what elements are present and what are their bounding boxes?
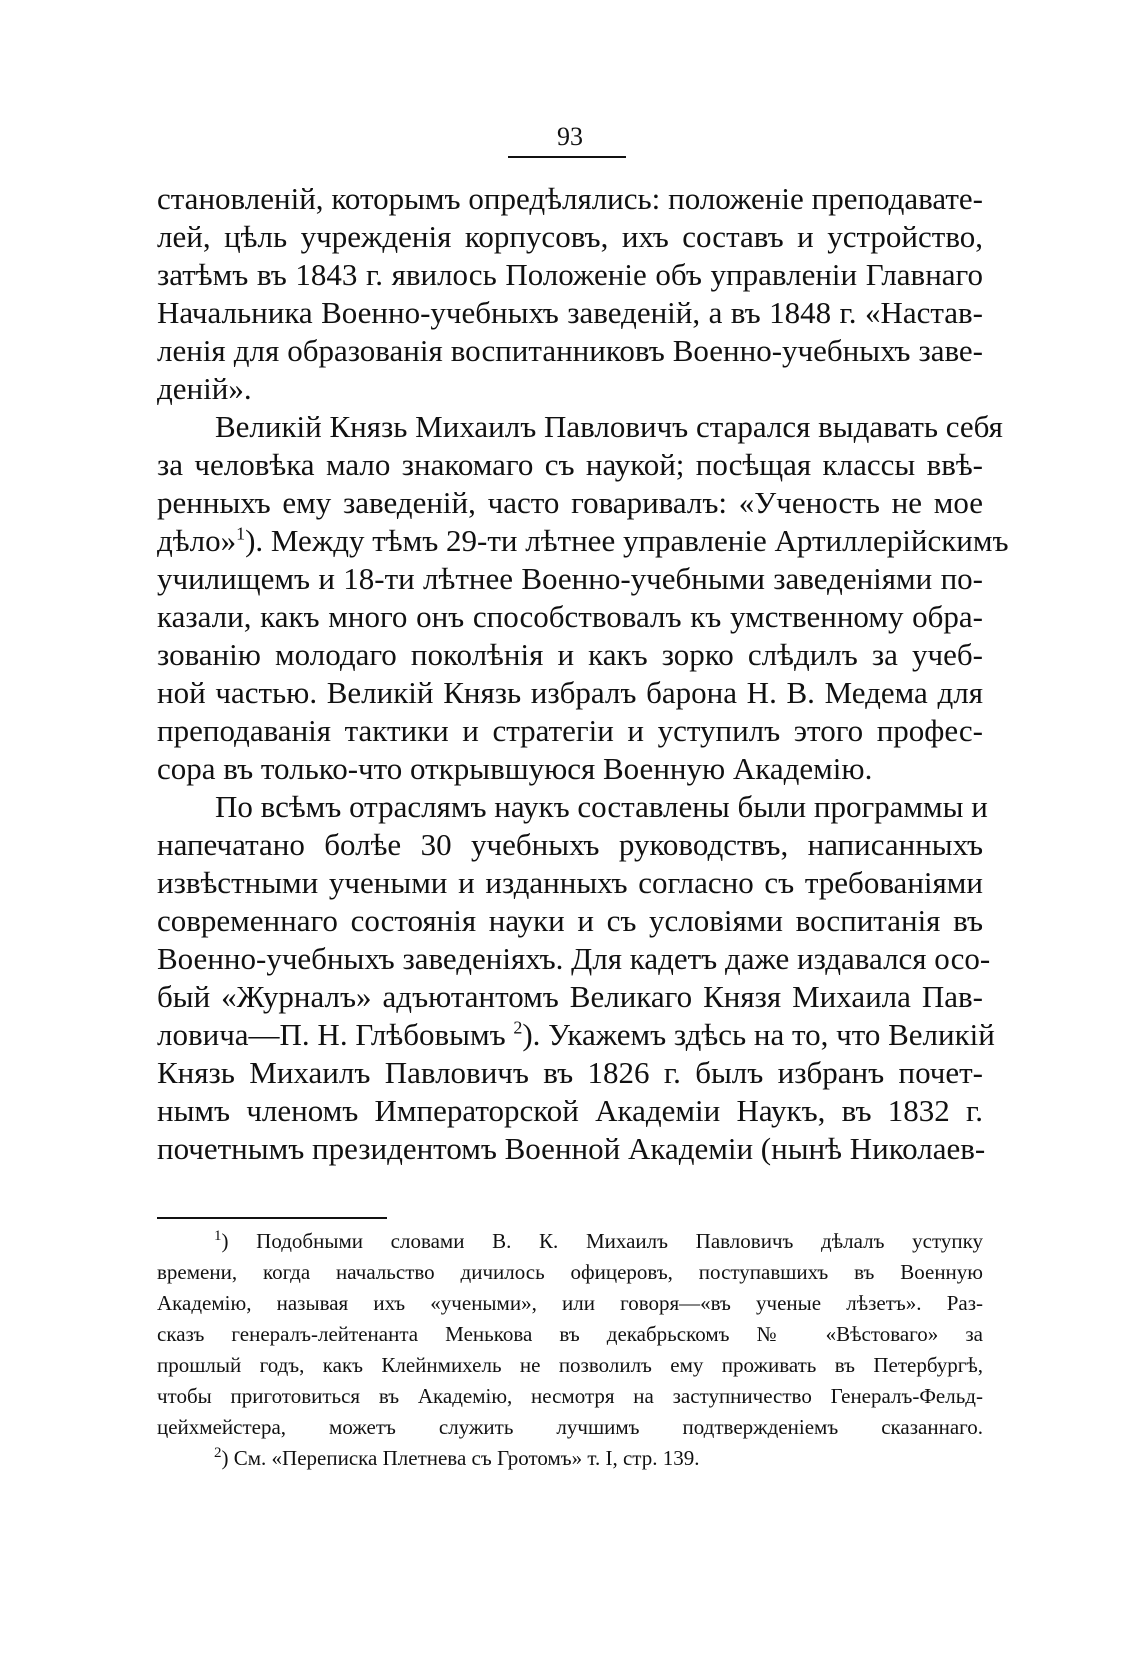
text-line: Князь Михаилъ Павловичъ въ 1826 г. былъ избранъ почет- — [157, 1055, 983, 1090]
text-line: казали, какъ много онъ способствовалъ къ умственному обра- — [157, 599, 983, 634]
text-line: Военно-учебныхъ заведеніяхъ. Для кадетъ даже издавался осо- — [157, 941, 991, 976]
footnote-1 — [157, 1226, 983, 1443]
footnote-line — [157, 1226, 983, 1257]
footnote-line — [157, 1443, 983, 1474]
text-line: зованію молодаго поколѣнія и какъ зорко слѣдилъ за учеб- — [157, 637, 983, 672]
text-line: лей, цѣль учрежденія корпусовъ, ихъ составъ и устройство, — [157, 219, 983, 254]
body-text — [157, 180, 1009, 1168]
text-line: Начальника Военно-учебныхъ заведеній, а въ 1848 г. «Настав- — [157, 295, 983, 330]
footnote-line: сказъ генералъ-лейтенанта Менькова въ декабрьскомъ № «Вѣстоваго» за — [157, 1322, 983, 1346]
text-line: ной частью. Великій Князь избралъ барона Н. В. Медема для — [157, 675, 983, 710]
footnote-ref-1[interactable]: 1 — [236, 523, 246, 544]
footnote-text: ) Подобными словами В. К. Михаилъ Павловичъ дѣлалъ уступку — [221, 1229, 983, 1253]
paragraph-1 — [157, 180, 983, 408]
paragraph-2 — [157, 408, 1009, 788]
text-fragment: ). Между тѣмъ 29-ти лѣтнее управленіе Артиллерійскимъ — [245, 523, 1009, 558]
text-line: за человѣка мало знакомаго съ наукой; посѣщая классы ввѣ- — [157, 447, 983, 482]
footnote-text: ) См. «Переписка Плетнева съ Гротомъ» т. I, стр. 139. — [221, 1446, 700, 1470]
text-line: бый «Журналъ» адъютантомъ Великаго Князя Михаила Пав- — [157, 979, 983, 1014]
text-line: нымъ членомъ Императорской Академіи Наукъ, въ 1832 г. — [157, 1093, 983, 1128]
text-line: ленія для образованія воспитанниковъ Военно-учебныхъ заве- — [157, 333, 983, 368]
text-line: становленій, которымъ опредѣлялись: положеніе преподавате- — [157, 181, 983, 216]
footnote-line: чтобы приготовиться въ Академію, несмотря на заступничество Генералъ-Фельд- — [157, 1384, 983, 1408]
text-line — [157, 1016, 995, 1054]
paragraph-3 — [157, 788, 995, 1168]
text-fragment: ). Укажемъ здѣсь на то, что Великій — [522, 1017, 995, 1052]
text-line — [157, 522, 1009, 560]
footnote-line: цейхмейстера, можетъ служить лучшимъ подтвержденіемъ сказаннаго. — [157, 1415, 983, 1439]
text-fragment: ловича—П. Н. Глѣбовымъ — [157, 1017, 506, 1052]
text-line: сора въ только-что открывшуюся Военную Академію. — [157, 751, 873, 786]
footnote-line: времени, когда начальство дичилось офицеровъ, поступавшихъ въ Военную — [157, 1260, 983, 1284]
footnote-line: Академію, называя ихъ «учеными», или говоря—«въ ученые лѣзетъ». Раз- — [157, 1291, 983, 1315]
text-line: деній». — [157, 371, 252, 406]
footnote-2 — [157, 1443, 983, 1474]
text-line: преподаванія тактики и стратегіи и уступилъ этого профес- — [157, 713, 983, 748]
text-line: почетнымъ президентомъ Военной Академіи (нынѣ Николаев- — [157, 1131, 986, 1166]
text-fragment: дѣло» — [157, 523, 237, 558]
text-line: По всѣмъ отраслямъ наукъ составлены были программы и — [215, 789, 988, 824]
text-line: училищемъ и 18-ти лѣтнее Военно-учебными заведеніями по- — [157, 561, 983, 596]
footnote-marker: 2 — [214, 1445, 222, 1461]
footnotes — [157, 1226, 983, 1474]
footnote-marker: 1 — [214, 1228, 222, 1244]
footnote-ref-2[interactable]: 2 — [513, 1017, 523, 1038]
text-line: Великій Князь Михаилъ Павловичъ старался выдавать себя — [215, 409, 1003, 444]
footnote-line: прошлый годъ, какъ Клейнмихель не позволилъ ему проживать въ Петербургѣ, — [157, 1353, 983, 1377]
text-line: напечатано болѣе 30 учебныхъ руководствъ, написанныхъ — [157, 827, 983, 862]
text-line: ренныхъ ему заведеній, часто говаривалъ: «Ученость не мое — [157, 485, 983, 520]
text-line: затѣмъ въ 1843 г. явилось Положеніе объ управленіи Главнаго — [157, 257, 983, 292]
footnote-rule — [157, 1217, 387, 1219]
text-line: современнаго состоянія науки и съ условіями воспитанія въ — [157, 903, 983, 938]
page-number: 93 — [557, 122, 583, 151]
text-line: извѣстными учеными и изданныхъ согласно съ требованіями — [157, 865, 983, 900]
page-number-rule — [508, 156, 626, 158]
